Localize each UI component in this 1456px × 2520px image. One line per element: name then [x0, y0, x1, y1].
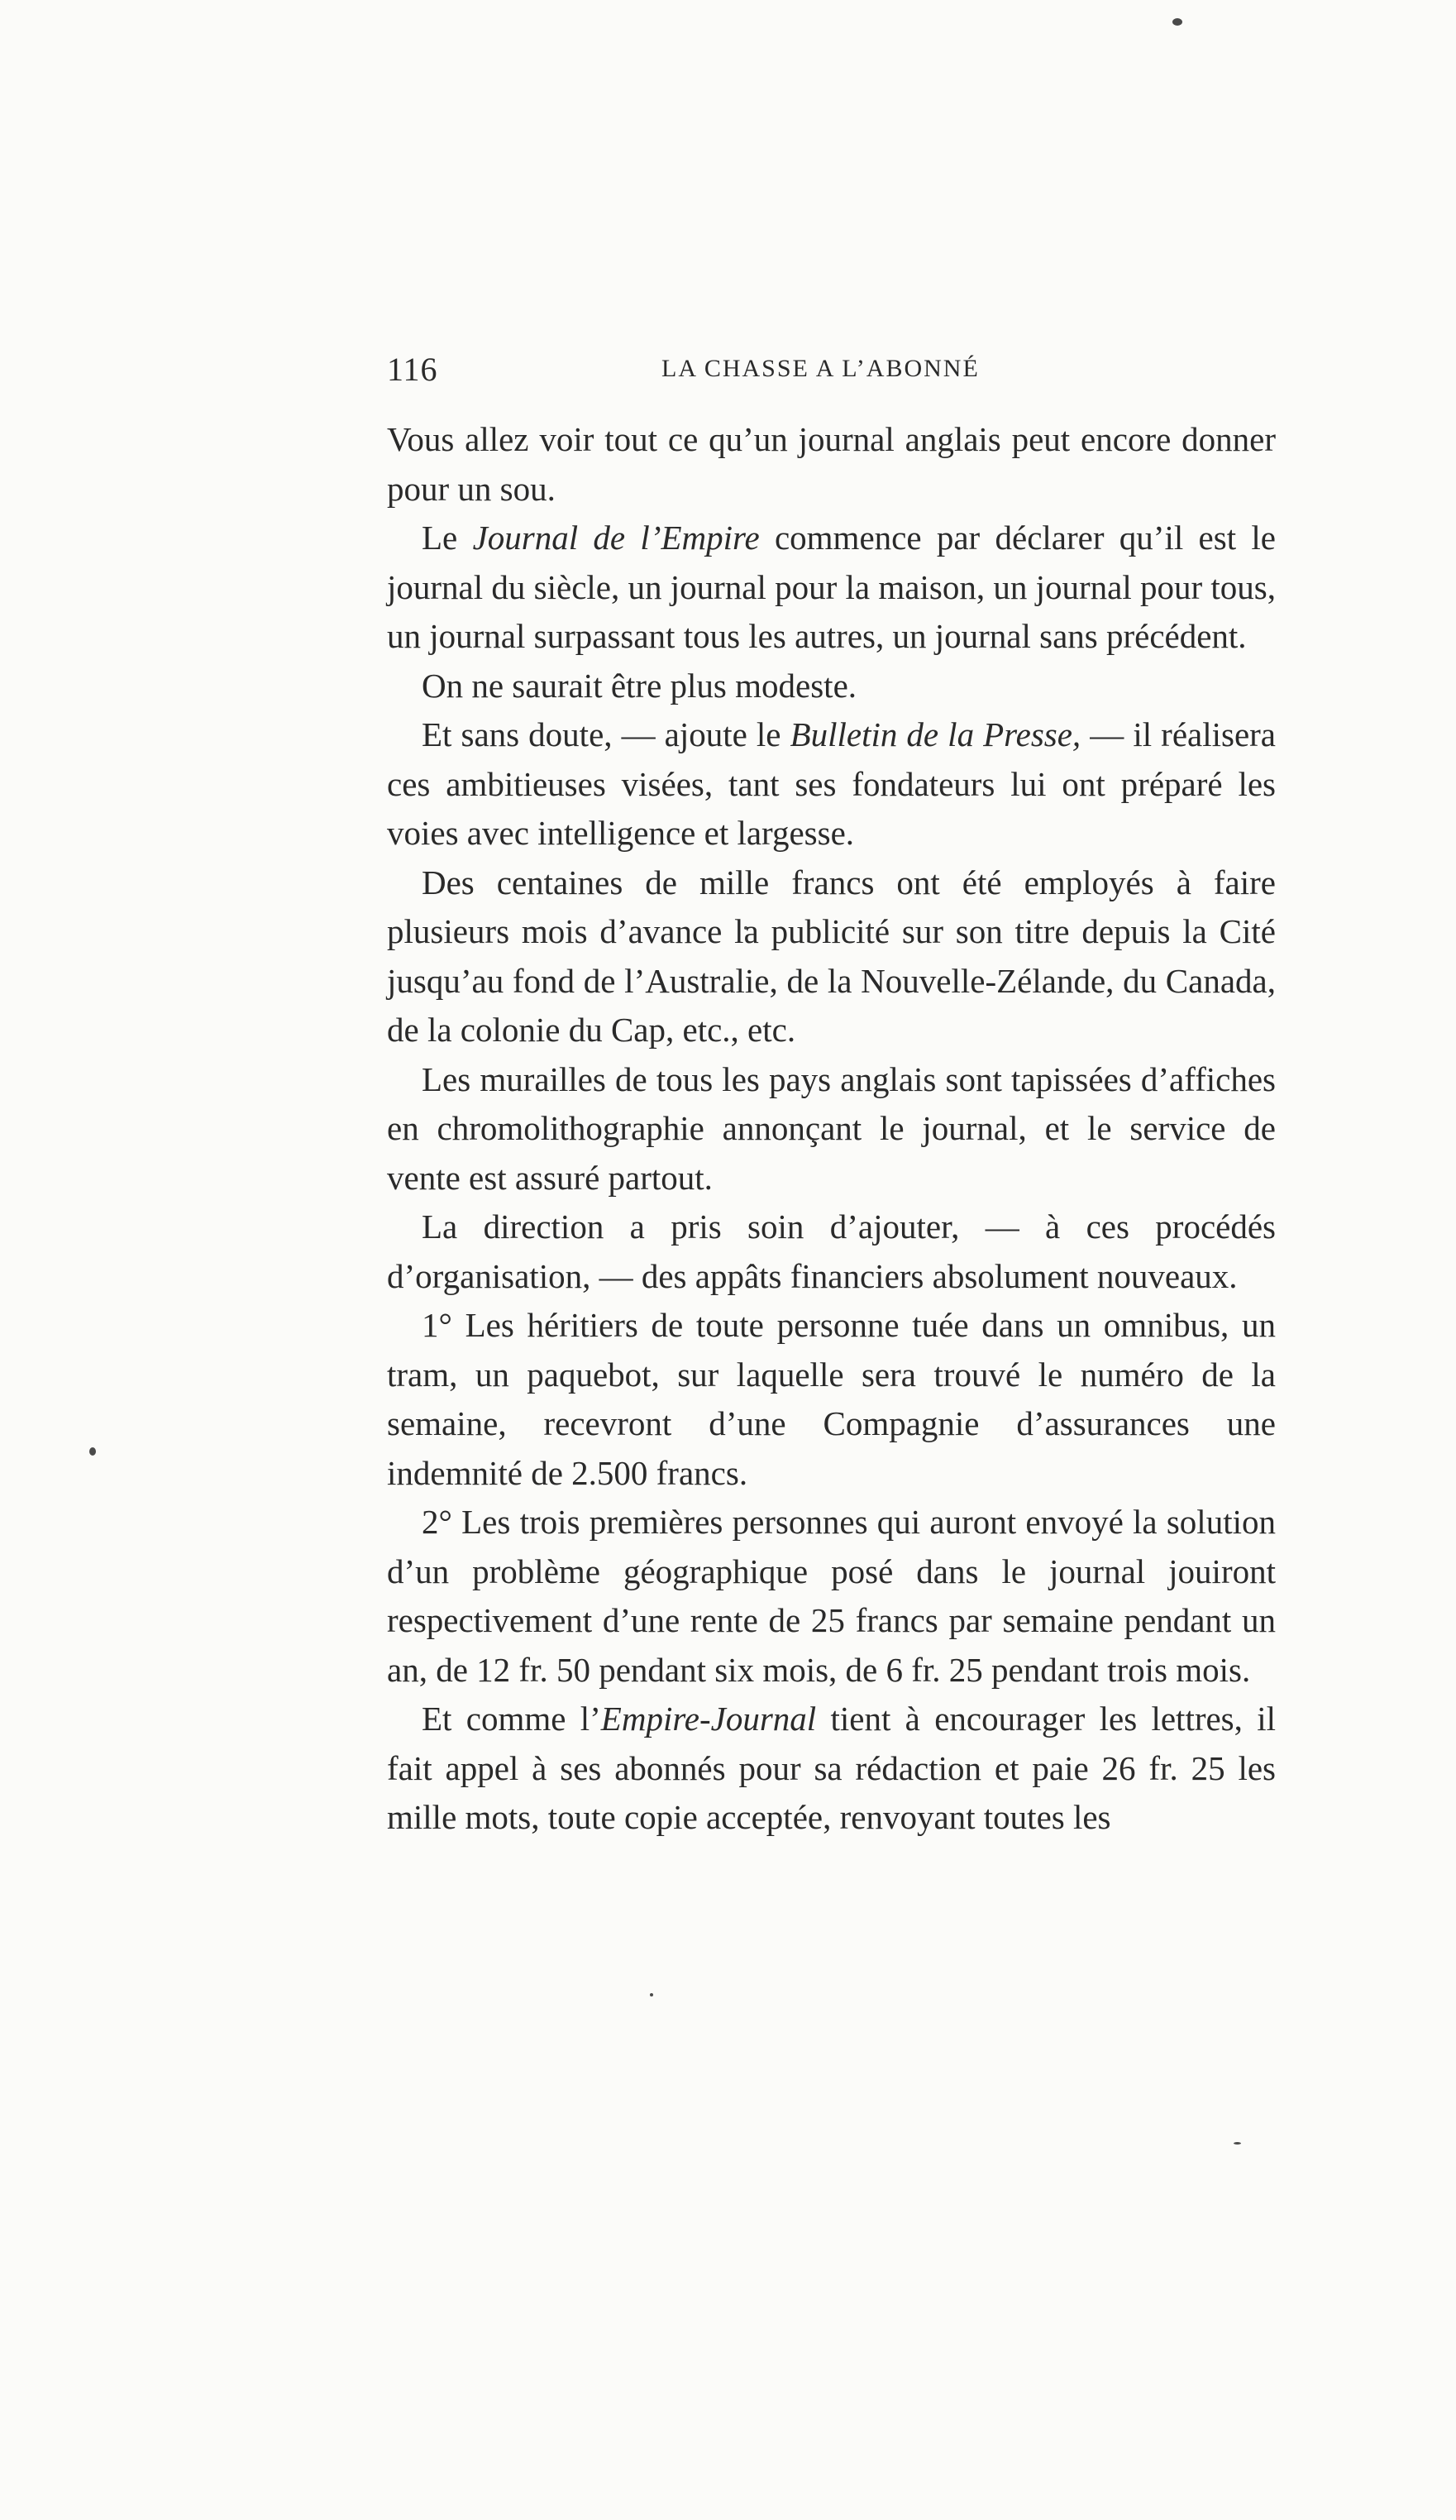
paragraph [387, 514, 1276, 662]
paragraph-text: Et comme l’ [422, 1700, 601, 1738]
paragraph [387, 1203, 1276, 1301]
paragraph-text: commence par déclarer qu’il est le journal du siècle, un journal pour la maison, un journal pour tous, un journal surpassant tous les autres, un journal sans précédent. [387, 519, 1277, 655]
paragraph [387, 662, 1276, 711]
running-head: LA CHASSE A L’ABONNÉ [661, 355, 980, 382]
paragraph-text: Et sans doute, — ajoute le [422, 715, 790, 753]
paragraph [387, 415, 1276, 514]
paragraph [387, 1695, 1276, 1843]
paragraph [387, 1498, 1276, 1695]
paragraph-text: On ne saurait être plus modeste. [422, 666, 857, 705]
print-speck [1234, 2142, 1241, 2145]
page-header [387, 343, 1296, 401]
paragraph-text: Des centaines de mille francs ont été employés à faire plusieurs mois d’avance la publicité sur son titre depuis la Cité jusqu’au fond de l’Australie, de la Nouvelle-Zélande, du Canada, de la colonie du Cap, etc., etc. [387, 863, 1276, 1049]
paragraph [387, 1301, 1276, 1498]
paragraph-text: tient à encourager les lettres, il fait appel à ses abonnés pour sa rédaction et paie 26 fr. 25 les mille mots, toute copie acceptée, renvoyant toutes les [387, 1700, 1276, 1836]
italic-title-text: Bulletin de la Presse, [790, 715, 1081, 753]
paragraph-text: La direction a pris soin d’ajouter, — à ces procédés d’organisation, — des appâts financiers absolument nouveaux. [387, 1207, 1276, 1295]
print-speck [1172, 18, 1182, 26]
print-speck [650, 1993, 653, 1996]
paragraph-text: Le [422, 519, 473, 557]
page-number: 116 [387, 351, 438, 388]
body-text [387, 415, 1276, 1843]
paragraph-text: 1° Les héritiers de toute personne tuée dans un omnibus, un tram, un paquebot, sur laquelle sera trouvé le numéro de la semaine, recevront d’une Compagnie d’assurances une indemnité de 2.500 francs. [387, 1306, 1276, 1492]
print-speck [89, 1447, 96, 1456]
paragraph [387, 1055, 1276, 1203]
paragraph-text: 2° Les trois premières personnes qui auront envoyé la solution d’un problème géographique posé dans le journal jouiront respectivement d’une rente de 25 francs par semaine pendant un an, de 12 fr. 50 pendant six mois, de 6 fr. 25 pendant trois mois. [387, 1503, 1276, 1689]
italic-title-text: Empire-Journal [600, 1700, 817, 1738]
paragraph-text: — il réalisera ces ambitieuses visées, tant ses fondateurs lui ont préparé les voies avec intelligence et largesse. [387, 715, 1277, 852]
paragraph-text: Les murailles de tous les pays anglais sont tapissées d’affiches en chromolithographie annonçant le journal, et le service de vente est assuré partout. [387, 1059, 1276, 1197]
paragraph-text: Vous allez voir tout ce qu’un journal anglais peut encore donner pour un sou. [387, 420, 1276, 508]
italic-title-text: Journal de l’Empire [472, 519, 760, 557]
paragraph [387, 710, 1276, 858]
paragraph [387, 858, 1276, 1055]
